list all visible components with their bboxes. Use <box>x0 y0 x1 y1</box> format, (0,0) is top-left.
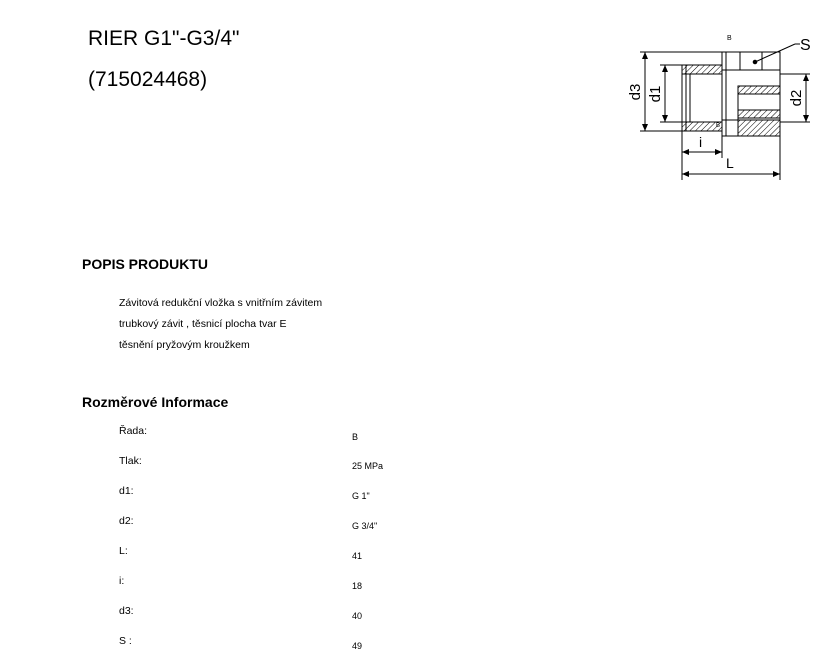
spec-label-l: L: <box>119 545 128 557</box>
label-d2: d2 <box>788 89 805 107</box>
spec-value-d3: 40 <box>352 611 363 621</box>
technical-drawing <box>616 28 816 184</box>
product-title: RIER G1"-G3/4" <box>88 27 240 50</box>
label-series-small: B <box>716 123 721 129</box>
product-code: (715024468) <box>88 68 208 91</box>
label-d1: d1 <box>647 85 664 103</box>
nut-hatch-bottom <box>738 120 780 136</box>
spec-value-i: 18 <box>352 581 363 591</box>
thread-hatch-top <box>682 65 722 74</box>
spec-label-i: i: <box>119 575 125 587</box>
spec-value-d1: G 1" <box>352 491 370 501</box>
label-d3: d3 <box>627 83 644 101</box>
description-heading: POPIS PRODUKTU <box>82 256 209 272</box>
spec-value-l: 41 <box>352 551 363 561</box>
spec-label-d1: d1: <box>119 485 134 497</box>
spec-label-d2: d2: <box>119 515 134 527</box>
label-i: i <box>699 134 703 150</box>
spec-value-s: 49 <box>352 641 363 651</box>
dimensions-heading: Rozměrové Informace <box>82 394 229 410</box>
description-line: Závitová redukční vložka s vnitřním závitem <box>119 297 323 309</box>
nut-hatch-mid-bottom <box>738 110 780 118</box>
description-line: trubkový závit , těsnicí plocha tvar E <box>119 318 287 330</box>
description-line: těsnění pryžovým kroužkem <box>119 339 250 351</box>
spec-value-tlak: 25 MPa <box>352 461 384 471</box>
spec-label-d3: d3: <box>119 605 134 617</box>
thread-body-outline <box>682 65 722 131</box>
spec-label-tlak: Tlak: <box>119 455 142 467</box>
label-s: S <box>800 37 811 54</box>
spec-label-rada: Řada: <box>119 425 148 437</box>
label-l: L <box>726 155 734 171</box>
spec-label-s: S : <box>119 635 132 647</box>
label-series: B <box>727 35 732 42</box>
nut-hatch-mid-top <box>738 86 780 94</box>
spec-value-d2: G 3/4" <box>352 521 378 531</box>
spec-value-rada: B <box>352 432 359 442</box>
